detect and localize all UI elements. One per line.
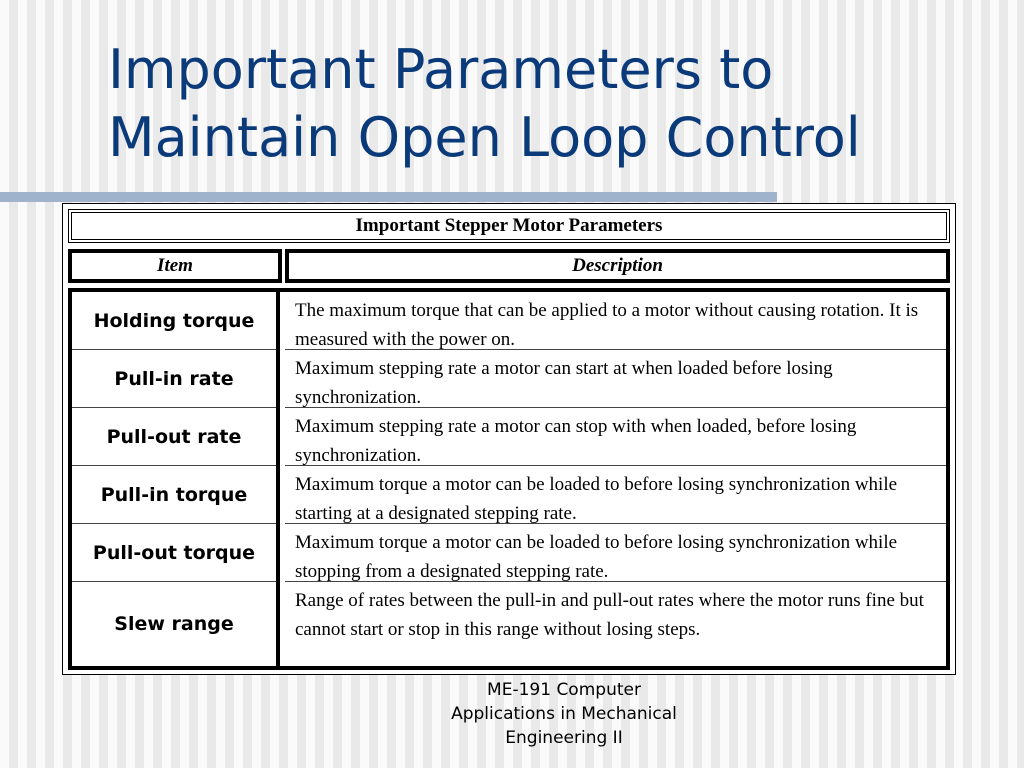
table-row — [72, 582, 946, 666]
table-row — [72, 350, 946, 408]
parameter-name: Pull-in torque — [72, 466, 276, 524]
parameters-table — [62, 203, 956, 675]
parameter-name: Holding torque — [72, 292, 276, 350]
column-header-description: Description — [285, 249, 950, 283]
slide-footer — [404, 678, 724, 750]
parameter-description: Maximum stepping rate a motor can stop with when loaded, before losing synchronization. — [285, 408, 946, 466]
footer-line-3: Engineering II — [505, 728, 623, 748]
slide-title — [108, 36, 1008, 172]
parameter-name: Slew range — [114, 613, 234, 635]
title-divider — [0, 192, 777, 202]
table-row — [72, 292, 946, 350]
table-caption: Important Stepper Motor Parameters — [68, 209, 950, 243]
parameter-description: Maximum torque a motor can be loaded to before losing synchronization while starting at a designated stepping rate. — [285, 466, 946, 524]
parameter-description: Range of rates between the pull-in and pull-out rates where the motor runs fine but cannot start or stop in this range without losing steps. — [295, 590, 924, 640]
parameter-description: The maximum torque that can be applied to a motor without causing rotation. It is measured with the power on. — [285, 292, 946, 350]
parameter-description: Maximum stepping rate a motor can start at when loaded before losing synchronization. — [285, 350, 946, 408]
parameter-description: Maximum torque a motor can be loaded to before losing synchronization while stopping from a designated stepping rate. — [285, 524, 946, 582]
table-row — [72, 524, 946, 582]
footer-line-2: Applications in Mechanical — [451, 704, 677, 724]
parameter-name: Pull-in rate — [72, 350, 276, 408]
table-row — [72, 466, 946, 524]
column-header-item: Item — [68, 249, 282, 283]
slide-title-line-1: Important Parameters to — [108, 38, 774, 101]
table-row — [72, 408, 946, 466]
slide-title-line-2: Maintain Open Loop Control — [108, 106, 861, 169]
footer-line-1: ME-191 Computer — [487, 680, 641, 700]
parameter-name: Pull-out torque — [72, 524, 276, 582]
parameter-name: Pull-out rate — [72, 408, 276, 466]
